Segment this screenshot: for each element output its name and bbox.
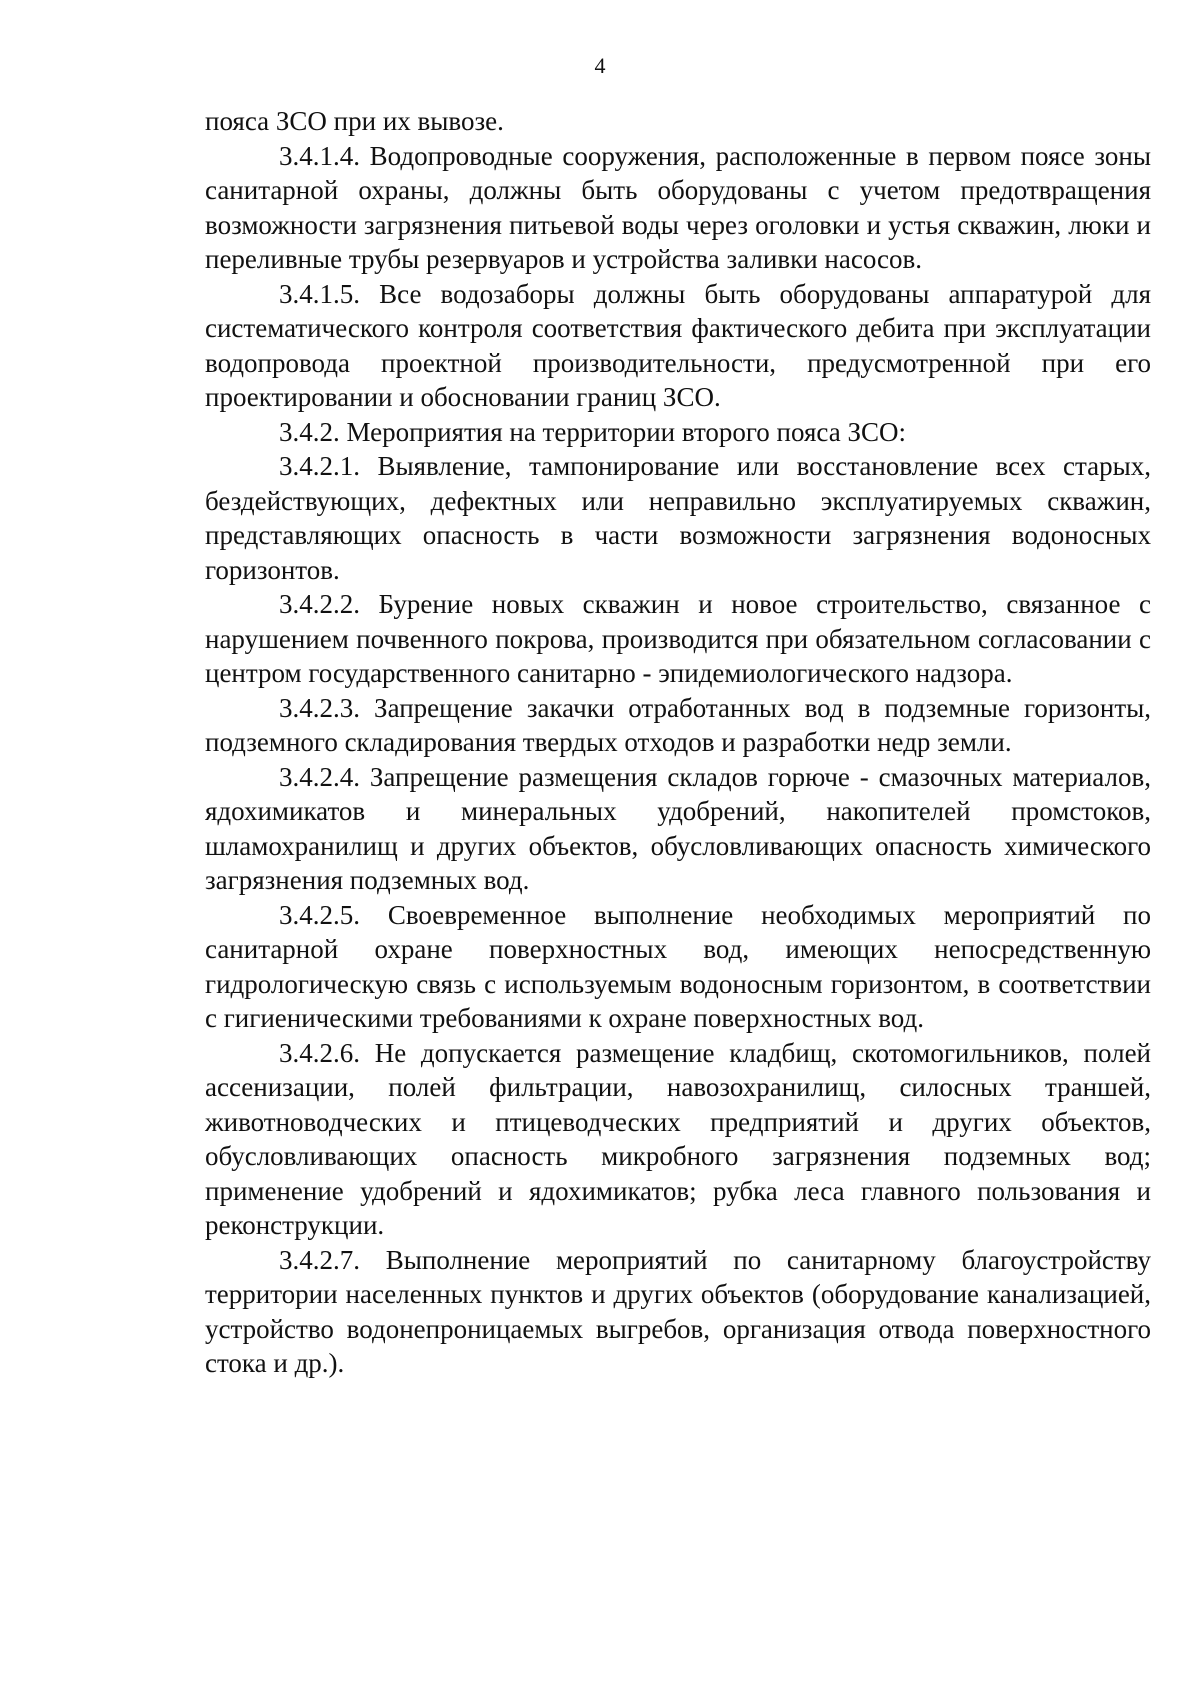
- paragraph-3-4-2-2: [205, 587, 1151, 691]
- paragraph-number: 3.4.2.4.: [279, 761, 360, 792]
- document-body: [205, 104, 1151, 1381]
- paragraph-text: Бурение новых скважин и новое строительство, связанное с нарушением почвенного покрова, производится при обязательном согласовании с центром государственного санитарно - эпидемиологического надзора.: [205, 589, 1152, 688]
- paragraph-text: пояса ЗСО при их вывозе.: [205, 106, 504, 136]
- paragraph-text: Своевременное выполнение необходимых мероприятий по санитарной охране поверхностных вод, имеющих непосредственную гидрологическую связь с используемым водоносным горизонтом, в соответствии с гигиеническими требованиями к охране поверхностных вод.: [205, 899, 1151, 1033]
- paragraph-text: Водопроводные сооружения, расположенные в первом поясе зоны санитарной охраны, должны быть оборудованы с учетом предотвращения возможности загрязнения питьевой воды через оголовки и устья скважин, люки и переливные трубы резервуаров и устройства заливки насосов.: [205, 140, 1152, 274]
- paragraph-text: Не допускается размещение кладбищ, скотомогильников, полей ассенизации, полей фильтрации, навозохранилищ, силосных траншей, животноводческих и птицеводческих предприятий и других объектов, обусловливающих опасность микробного загрязнения подземных вод; применение удобрений и ядохимикатов; рубка леса главного пользования и реконструкции.: [205, 1037, 1151, 1240]
- paragraph-number: 3.4.2.2.: [279, 589, 360, 619]
- paragraph-text: Выявление, тампонирование или восстановление всех старых, бездействующих, дефектных или неправильно эксплуатируемых скважин, представляющих опасность в части возможности загрязнения водоносных горизонтов.: [205, 451, 1152, 585]
- paragraph-number: 3.4.2.1.: [279, 451, 360, 481]
- paragraph-3-4-2-6: [205, 1036, 1151, 1243]
- paragraph-3-4-2-7: [205, 1243, 1151, 1381]
- paragraph-text: Запрещение размещения складов горюче - смазочных материалов, ядохимикатов и минеральных удобрений, накопителей промстоков, шламохранилищ и других объектов, обусловливающих опасность химического загрязнения подземных вод.: [205, 761, 1151, 895]
- paragraph-text: Запрещение закачки отработанных вод в подземные горизонты, подземного складирования твердых отходов и разработки недр земли.: [205, 692, 1152, 757]
- paragraph-number: 3.4.2.7.: [279, 1244, 360, 1275]
- paragraph-number: 3.4.2.6.: [279, 1037, 360, 1068]
- paragraph-0: [205, 104, 1151, 139]
- paragraph-3-4-1-5: [205, 277, 1151, 415]
- paragraph-number: 3.4.1.4.: [279, 140, 360, 171]
- paragraph-number: 3.4.2.5.: [279, 899, 360, 930]
- paragraph-3-4-2-3: [205, 691, 1151, 760]
- paragraph-3-4-2: [205, 415, 1151, 450]
- paragraph-3-4-2-4: [205, 760, 1151, 898]
- paragraph-3-4-2-1: [205, 449, 1151, 587]
- paragraph-3-4-2-5: [205, 898, 1151, 1036]
- paragraph-3-4-1-4: [205, 139, 1151, 277]
- paragraph-text: Все водозаборы должны быть оборудованы аппаратурой для систематического контроля соответствия фактического дебита при эксплуатации водопровода проектной производительности, предусмотренной при его проектировании и обосновании границ ЗСО.: [205, 278, 1151, 412]
- paragraph-number: 3.4.2.3.: [279, 692, 360, 723]
- paragraph-number: 3.4.2.: [279, 416, 340, 447]
- paragraph-number: 3.4.1.5.: [279, 278, 360, 309]
- paragraph-text: Мероприятия на территории второго пояса ЗСО:: [346, 416, 906, 447]
- page-number: 4: [594, 53, 606, 78]
- paragraph-text: Выполнение мероприятий по санитарному благоустройству территории населенных пунктов и других объектов (оборудование канализацией, устройство водонепроницаемых выгребов, организация отвода поверхностного стока и др.).: [205, 1244, 1152, 1378]
